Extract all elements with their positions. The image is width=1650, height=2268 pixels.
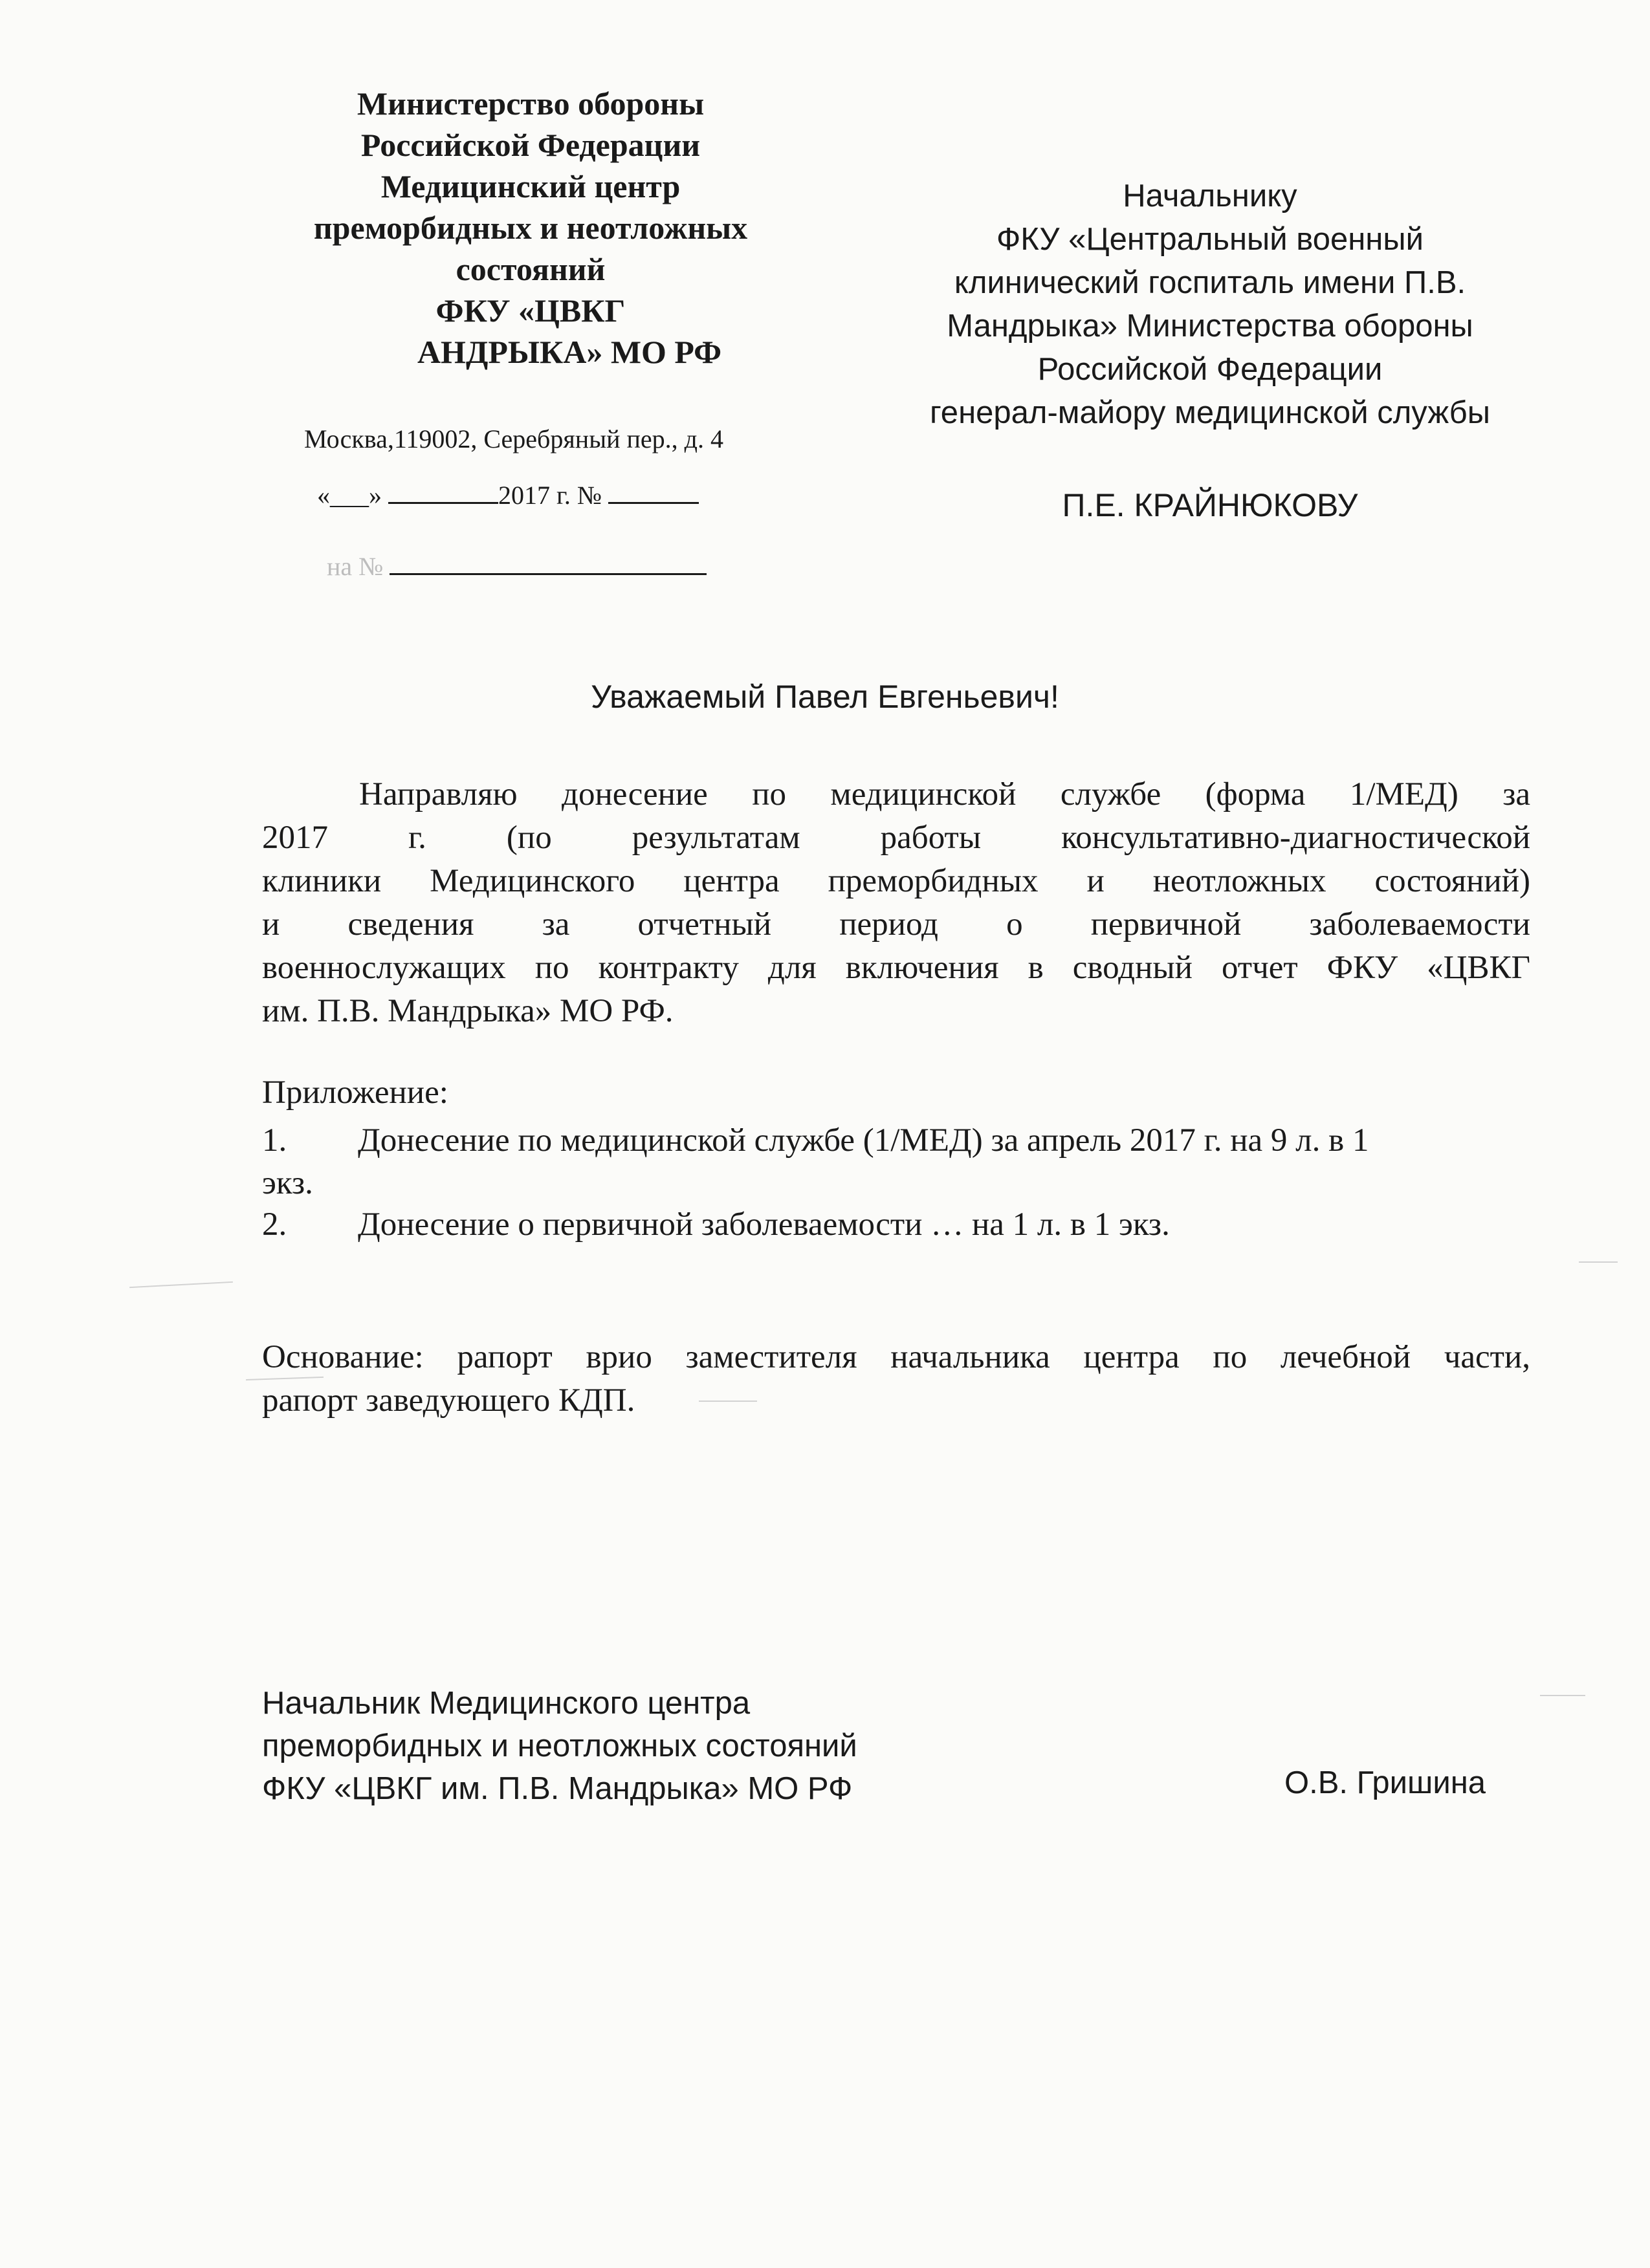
reference-number	[327, 551, 707, 582]
signature-position	[262, 1682, 857, 1810]
appendix-title: Приложение:	[262, 1074, 448, 1111]
recipient-block	[877, 175, 1543, 435]
body-line: Направляю донесение по медицинской службе (форма 1/МЕД) за	[359, 776, 1530, 812]
basis-note	[262, 1336, 1530, 1423]
appendix-item-number: 2.	[262, 1206, 287, 1243]
body-line: 2017 г. (по результатам работы консультативно-диагностической	[262, 820, 1530, 856]
sender-center-name-cont: состояний	[456, 251, 606, 287]
basis-line: Основание: рапорт врио заместителя начальника центра по лечебной части,	[262, 1339, 1530, 1375]
recipient-rank: генерал-майору медицинской службы	[930, 395, 1490, 430]
signature-line: Начальник Медицинского центра	[262, 1686, 751, 1721]
paper-crease	[1540, 1695, 1585, 1696]
reference-number-line	[390, 551, 707, 575]
appendix-item	[262, 1119, 1530, 1162]
recipient-name: П.Е. КРАЙНЮКОВУ	[1062, 487, 1358, 523]
signature-line: преморбидных и неотложных состояний	[262, 1728, 857, 1763]
body-line: им. П.В. Мандрыка» МО РФ.	[262, 993, 674, 1029]
paper-crease	[129, 1281, 233, 1288]
recipient-org-4: Российской Федерации	[1037, 352, 1383, 387]
sender-country: Российской Федерации	[360, 127, 701, 163]
date-month-line	[388, 480, 498, 504]
salutation: Уважаемый Павел Евгеньевич!	[591, 679, 1059, 715]
recipient-org-2: клинический госпиталь имени П.В.	[954, 265, 1466, 300]
appendix-item	[262, 1203, 1530, 1246]
reference-number-label: на №	[327, 552, 384, 581]
paper-crease	[1579, 1261, 1618, 1263]
appendix-item-continuation: экз.	[262, 1165, 313, 1201]
sender-center-name: преморбидных и неотложных	[313, 210, 748, 246]
outgoing-date-number	[317, 480, 699, 510]
sender-ministry: Министерство обороны	[357, 85, 705, 122]
body-line: клиники Медицинского центра преморбидных и неотложных состояний)	[262, 863, 1530, 899]
body-line: и сведения за отчетный период о первичной заболеваемости	[262, 906, 1530, 943]
appendix-item-text: Донесение о первичной заболеваемости … на 1 л. в 1 экз.	[358, 1206, 1170, 1243]
appendix-item-text: Донесение по медицинской службе (1/МЕД) за апрель 2017 г. на 9 л. в 1	[358, 1122, 1369, 1159]
sender-fku: ФКУ «ЦВКГ	[435, 292, 626, 329]
sender-center: Медицинский центр	[380, 168, 681, 204]
sender-fku-cont: АНДРЫКА» МО РФ	[417, 334, 722, 370]
signer-name: О.В. Гришина	[1284, 1765, 1486, 1800]
recipient-org-1: ФКУ «Центральный военный	[996, 222, 1424, 257]
recipient-org-3: Мандрыка» Министерства обороны	[947, 309, 1473, 343]
sender-address: Москва,119002, Серебряный пер., д. 4	[304, 424, 724, 453]
recipient-title: Начальнику	[1123, 179, 1297, 213]
signature-line: ФКУ «ЦВКГ им. П.В. Мандрыка» МО РФ	[262, 1771, 853, 1806]
date-year: 2017 г. №	[498, 481, 602, 510]
appendix-list	[262, 1119, 1530, 1246]
paper-crease	[699, 1401, 757, 1402]
outgoing-number-line	[608, 480, 699, 504]
appendix-item-number: 1.	[262, 1122, 287, 1159]
body-line: военнослужащих по контракту для включения в сводный отчет ФКУ «ЦВКГ	[262, 950, 1530, 986]
sender-header	[246, 83, 815, 373]
date-day: «___»	[317, 481, 382, 510]
body-paragraph	[262, 773, 1530, 1033]
basis-line: рапорт заведующего КДП.	[262, 1382, 635, 1419]
